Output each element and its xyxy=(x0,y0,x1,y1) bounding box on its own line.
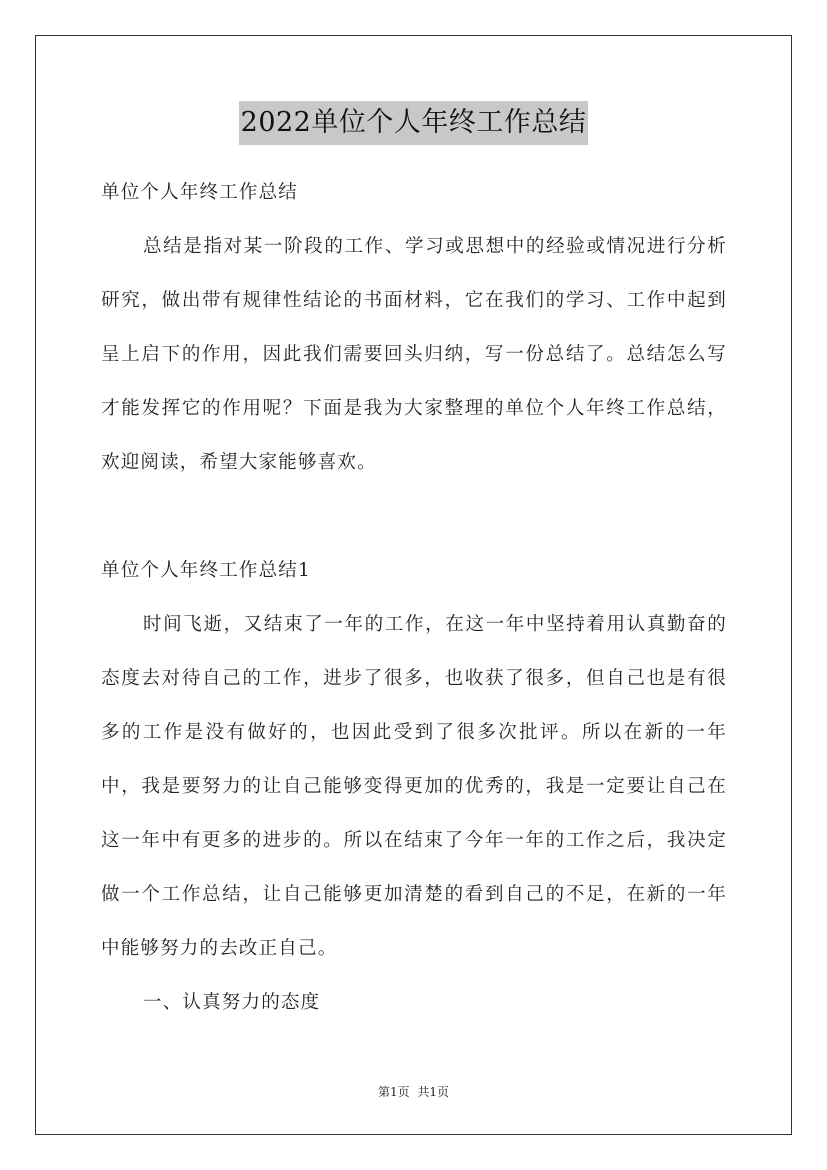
document-title: 2022单位个人年终工作总结 xyxy=(239,101,589,145)
document-body xyxy=(101,166,727,1030)
section1-heading: 单位个人年终工作总结1 xyxy=(101,560,311,581)
title-container xyxy=(0,101,827,145)
subheading-attitude: 一、认真努力的态度 xyxy=(143,992,321,1013)
paragraph-gap xyxy=(101,490,727,544)
intro-paragraph: 总结是指对某一阶段的工作、学习或思想中的经验或情况进行分析研究，做出带有规律性结论的书面材料，它在我们的学习、工作中起到呈上启下的作用，因此我们需要回头归纳，写一份总结了。总结怎么写才能发挥它的作用呢？下面是我为大家整理的单位个人年终工作总结，欢迎阅读，希望大家能够喜欢。 xyxy=(101,236,727,473)
section1-paragraph: 时间飞逝，又结束了一年的工作，在这一年中坚持着用认真勤奋的态度去对待自己的工作，进步了很多，也收获了很多，但自己也是有很多的工作是没有做好的，也因此受到了很多次批评。所以在新的一年中，我是要努力的让自己能够变得更加的优秀的，我是一定要让自己在这一年中有更多的进步的。所以在结束了今年一年的工作之后，我决定做一个工作总结，让自己能够更加清楚的看到自己的不足，在新的一年中能够努力的去改正自己。 xyxy=(101,614,727,959)
intro-heading: 单位个人年终工作总结 xyxy=(101,182,299,203)
page-footer: 第1页 共1页 xyxy=(377,1085,450,1099)
